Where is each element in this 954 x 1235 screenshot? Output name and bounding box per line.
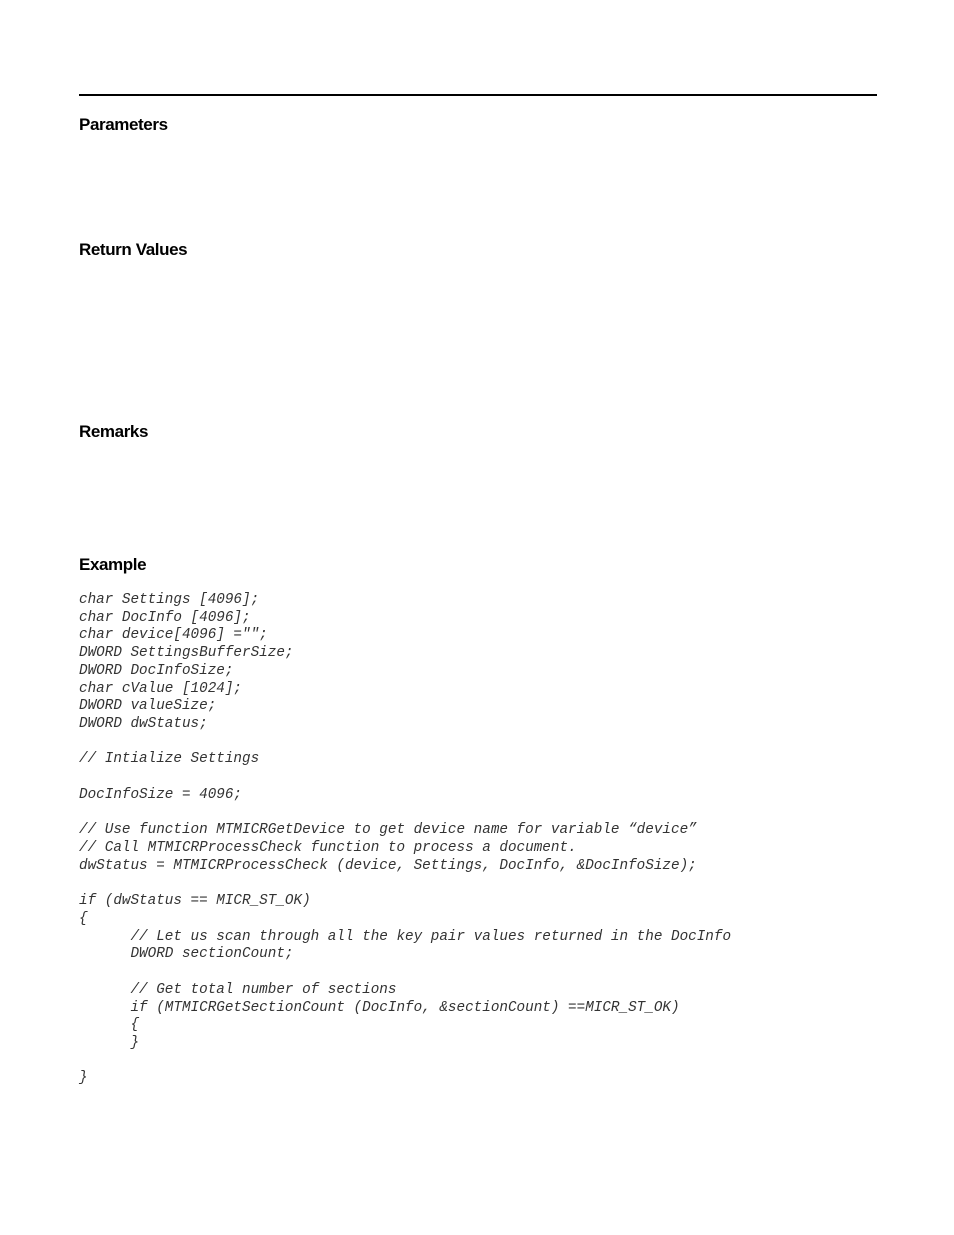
code-line: { — [79, 910, 88, 927]
code-line: char device[4096] =""; — [79, 627, 268, 644]
code-line: char DocInfo [4096]; — [79, 609, 251, 626]
code-line: // Intialize Settings — [79, 751, 260, 768]
heading-parameters: Parameters — [79, 115, 168, 134]
code-line: // Use function MTMICRGetDevice to get device name for variable “device” — [79, 822, 697, 839]
code-line: } — [79, 1034, 140, 1051]
code-example — [79, 592, 869, 1088]
heading-remarks: Remarks — [79, 422, 149, 441]
code-line: char cValue [1024]; — [79, 680, 243, 697]
code-line: if (MTMICRGetSectionCount (DocInfo, &sectionCount) ==MICR_ST_OK) — [79, 999, 680, 1016]
code-line: dwStatus = MTMICRProcessCheck (device, Settings, DocInfo, &DocInfoSize); — [79, 857, 697, 874]
code-line — [79, 805, 869, 823]
code-line: { — [79, 1017, 140, 1034]
code-line: DocInfoSize = 4096; — [79, 786, 243, 803]
code-line — [79, 876, 869, 894]
code-line — [79, 964, 869, 982]
code-line: if (dwStatus == MICR_ST_OK) — [79, 893, 311, 910]
code-line: // Call MTMICRProcessCheck function to process a document. — [79, 840, 577, 857]
code-line — [79, 1053, 869, 1071]
code-line: char Settings [4096]; — [79, 592, 260, 608]
code-line: DWORD valueSize; — [79, 698, 217, 715]
code-line — [79, 769, 869, 787]
code-line: DWORD dwStatus; — [79, 716, 208, 733]
header-rule — [79, 94, 877, 96]
code-line: } — [79, 1070, 88, 1087]
heading-example: Example — [79, 555, 147, 574]
code-line: DWORD DocInfoSize; — [79, 662, 234, 679]
heading-return-values: Return Values — [79, 240, 188, 259]
code-line: // Get total number of sections — [79, 981, 397, 998]
code-line — [79, 734, 869, 752]
code-line: DWORD SettingsBufferSize; — [79, 645, 294, 662]
code-line: DWORD sectionCount; — [79, 946, 294, 963]
code-line: // Let us scan through all the key pair values returned in the DocInfo — [79, 928, 732, 945]
